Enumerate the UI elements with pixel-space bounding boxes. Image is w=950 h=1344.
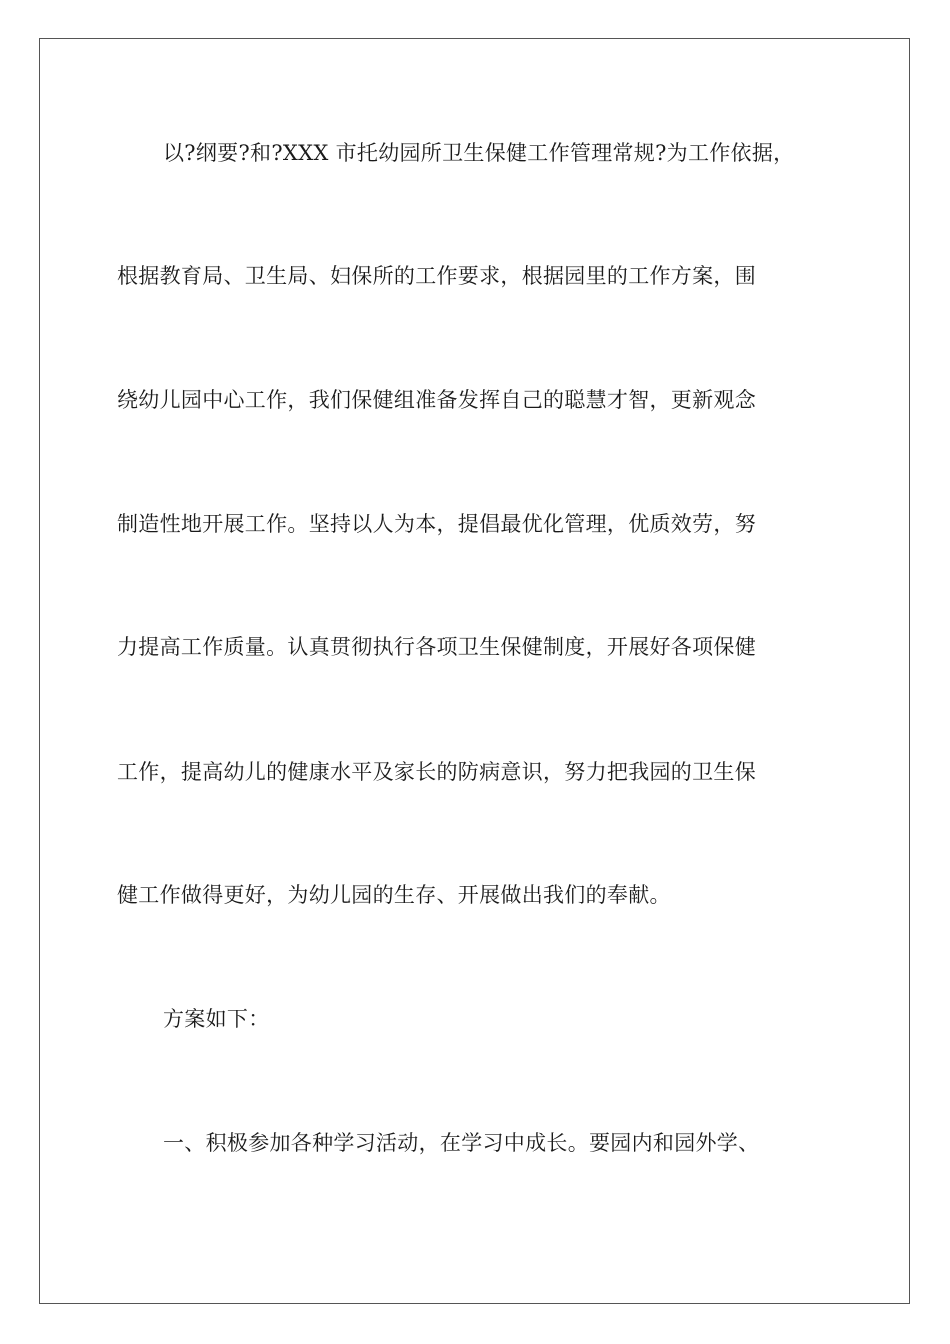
paragraph-line-5: 力提高工作质量。认真贯彻执行各项卫生保健制度，开展好各项保健	[117, 635, 756, 659]
paragraph-line-6: 工作，提高幼儿的健康水平及家长的防病意识，努力把我园的卫生保	[117, 760, 756, 784]
page-border	[39, 38, 910, 1304]
paragraph-line-2: 根据教育局、卫生局、妇保所的工作要求，根据园里的工作方案，围	[117, 264, 756, 288]
paragraph-line-4: 制造性地开展工作。坚持以人为本，提倡最优化管理，优质效劳，努	[117, 512, 756, 536]
paragraph-line-1: 以?纲要?和?XXX 市托幼园所卫生保健工作管理常规?为工作依据，	[163, 141, 795, 165]
paragraph-line-7: 健工作做得更好，为幼儿园的生存、开展做出我们的奉献。	[117, 883, 671, 907]
paragraph-line-3: 绕幼儿园中心工作，我们保健组准备发挥自己的聪慧才智，更新观念	[117, 388, 756, 412]
section-one-heading: 一、积极参加各种学习活动，在学习中成长。要园内和园外学、	[163, 1131, 760, 1155]
section-intro: 方案如下：	[163, 1007, 270, 1031]
